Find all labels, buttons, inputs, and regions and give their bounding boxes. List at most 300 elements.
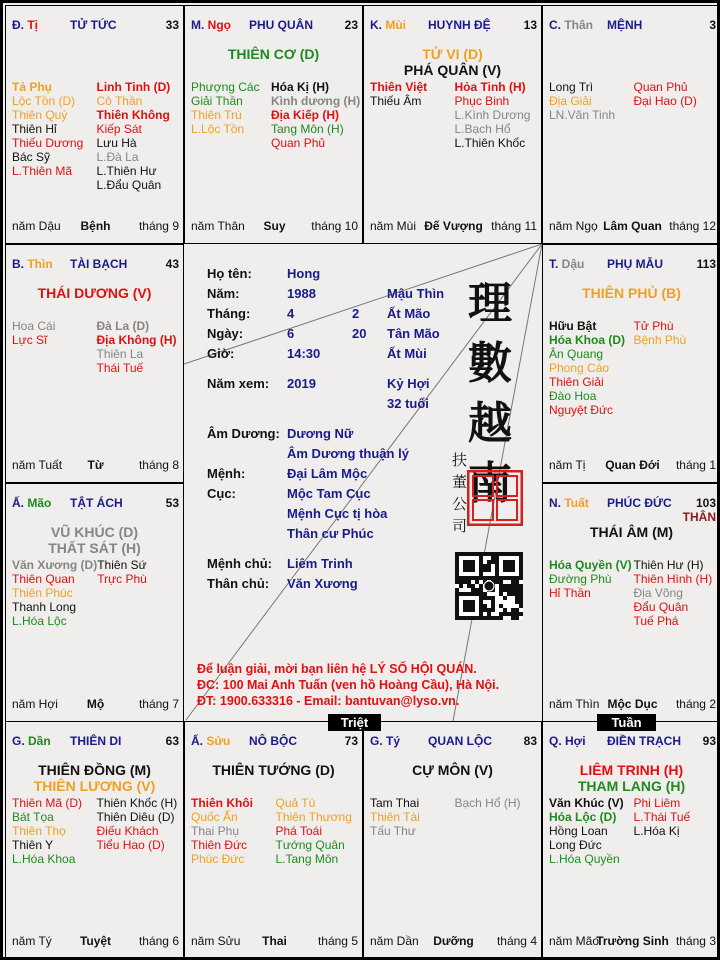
palace-header [12,257,179,273]
star: Thiên Thương [275,810,352,824]
dai-han-number: 13 [523,18,537,32]
am-duong-note: Âm Dương thuận lý [287,446,409,461]
luu-month: tháng 10 [311,219,358,233]
luu-month: tháng 6 [138,934,179,948]
stars-left [191,80,271,150]
palace-header [370,18,537,34]
star: Thiên Mã (D) [12,796,83,810]
stars-left [549,80,634,122]
gio-label: Giờ: [207,346,235,361]
contact-phone-email[interactable]: ĐT: 1900.633316 - Email: bantuvan@lyso.vn. [197,694,460,708]
can-chi [370,734,400,748]
stars-left [549,319,634,417]
luu-nien-year: năm Thân [191,219,245,233]
main-star: THÁI ÂM (M) [589,524,674,540]
ngay-label: Ngày: [207,326,244,341]
star: Kình dương (H) [271,94,361,108]
chi-label: Sửu [206,734,231,748]
cuc-label: Cục: [207,486,236,501]
star: Thiên Quan [12,572,75,586]
luu-month: tháng 9 [138,219,179,233]
palace-header [549,257,716,273]
gio-can-chi: Ất Mùi [387,346,427,361]
star: Thiên Đức [191,838,248,852]
can-chi [549,18,593,32]
palace-footer [12,458,179,472]
star: Tuế Phá [633,614,679,628]
dai-han-number: 33 [165,18,179,32]
luu-nien-year: năm Tuất [12,458,63,472]
chi-label: Hợi [565,734,586,748]
star: L.Kình Dương [454,108,531,122]
ngay-value: 6 [287,326,295,341]
palace-cell-mùi[interactable] [363,5,542,244]
star: L.Thái Tuế [633,810,691,824]
chi-label: Mùi [385,18,407,32]
luu-month: tháng 5 [317,934,358,948]
star: Hóa Lộc (D) [549,810,617,824]
star: Thiên Hỉ [12,122,57,136]
thang-label: Tháng: [207,306,251,321]
star: Thiên Sứ [97,558,147,572]
ho-ten-label: Họ tên: [207,266,252,281]
star: Thiên Hình (H) [633,572,713,586]
luu-nien-year: năm Hợi [12,697,58,711]
am-duong-label: Âm Dương: [207,426,280,441]
main-star: TỬ VI (D) [422,46,483,62]
dai-han-number: 83 [523,734,537,748]
than-chu-label: Thân chủ: [207,576,270,591]
palace-footer [370,219,537,233]
truong-sinh-stage: Tuyệt [79,934,112,948]
palace-footer [549,219,716,233]
minor-stars [370,80,539,150]
chi-label: Tị [27,18,39,32]
minor-stars [12,319,181,375]
star: Hoa Cái [12,319,56,333]
palace-footer [12,934,179,948]
star: Nguyệt Đức [549,403,614,417]
minor-stars [191,796,360,866]
tuoi: 32 tuổi [387,396,429,411]
gio-value: 14:30 [287,346,321,361]
luu-nien-year: năm Dậu [12,219,61,233]
star: Tướng Quân [275,838,345,852]
star: Hỏa Tinh (H) [454,80,526,94]
stars-right [634,80,719,122]
star: Đường Phù [549,572,612,586]
star: Lộc Tồn (D) [12,94,76,108]
star: Phong Cáo [549,361,610,375]
can-chi [12,734,51,748]
stars-left [12,80,97,192]
star: Hóa Khoa (D) [549,333,625,347]
star: Thiên Việt [370,80,428,94]
nam-xem-value: 2019 [287,376,316,391]
luu-nien-year: năm Dần [370,934,419,948]
star: Hồng Loan [549,824,608,838]
star: Thiếu Âm [370,94,422,108]
palace-cell-dần[interactable] [5,721,184,959]
can-label: T. [549,257,562,271]
star: Kiếp Sát [96,122,142,136]
palace-footer [370,934,537,948]
than-cu: Thân cư Phúc [287,526,374,541]
than-marker: THÂN [682,510,716,524]
star: Thiên Thọ [12,824,66,838]
star: Quan Phủ [271,136,326,150]
truong-sinh-stage: Bệnh [80,219,111,233]
star: Thiên La [96,347,144,361]
thang-am: 2 [352,306,360,321]
palace-name: PHÚC ĐỨC [607,496,672,510]
luu-month: tháng 11 [491,219,537,233]
star: Linh Tinh (D) [96,80,171,94]
star: Phúc Đức [191,852,245,866]
menh-chu-label: Mệnh chủ: [207,556,272,571]
star: L.Bạch Hổ [454,122,511,136]
palace-name: NÔ BỘC [249,734,297,748]
truong-sinh-stage: Suy [263,219,286,233]
truong-sinh-stage: Thai [262,934,287,948]
luu-nien-year: năm Ngọ [549,219,598,233]
star: Tử Phù [633,319,674,333]
can-chi [549,496,589,510]
can-label: Q. [549,734,566,748]
thang-value: 4 [287,306,295,321]
nam-xem-label: Năm xem: [207,376,270,391]
can-label: C. [549,18,565,32]
star: Long Trì [549,80,594,94]
palace-footer [12,219,179,233]
can-label: G. [12,734,29,748]
palace-header [12,18,179,34]
main-star: THÁI DƯƠNG (V) [37,285,152,301]
star: L.Hóa Kị [633,824,680,838]
can-chi [370,18,406,32]
palace-cell-dậu[interactable] [542,244,720,483]
palace-cell-tuất[interactable] [542,483,720,722]
star: Thiên Tài [370,810,420,824]
stars-left [191,796,276,866]
chi-label: Ngọ [207,18,231,32]
star: Tấu Thư [370,824,416,838]
luu-nien-year: năm Sửu [191,934,241,948]
chi-label: Tý [386,734,401,748]
minor-stars [549,80,718,122]
luu-nien-year: năm Tị [549,458,586,472]
palace-name: HUYNH ĐỆ [428,18,491,32]
ngay-can-chi: Tân Mão [387,326,440,341]
can-chi [12,496,51,510]
stars-right [97,796,182,866]
palace-cell-hợi[interactable] [542,721,720,959]
star: Thiên Khốc (H) [96,796,178,810]
star: Hỉ Thần [549,586,591,600]
star: L.Tang Môn [275,852,339,866]
can-label: N. [549,496,565,510]
star: Cô Thần [96,94,143,108]
main-star: THIÊN PHỦ (B) [582,285,681,301]
star: L.Thiên Khốc [454,136,526,150]
palace-name: QUAN LỘC [428,734,492,748]
stars-right [97,319,182,375]
luu-month: tháng 12 [669,219,716,233]
star: L.Hóa Lộc [12,614,67,628]
stars-right [634,319,719,417]
luu-month: tháng 1 [675,458,716,472]
star: Thiên Y [12,838,54,852]
star: Long Đức [549,838,602,852]
star: Thiên Trù [191,108,242,122]
star: Quả Tú [275,796,316,810]
palace-name: TỬ TỨC [70,18,117,32]
contact-line-1: Để luận giải, mời bạn liên hệ LÝ SỐ HỘI QUÁN. [197,662,477,676]
main-stars [543,762,720,794]
palace-name: THIÊN DI [70,734,122,748]
palace-cell-thân[interactable] [542,5,720,244]
luu-month: tháng 7 [138,697,179,711]
main-stars [185,46,362,62]
truong-sinh-stage: Trường Sinh [596,934,669,948]
star: L.Lộc Tồn [191,122,245,136]
calligraphy-subtitle: 扶董公司 [452,451,468,535]
star: Địa Kiếp (H) [271,108,340,122]
palace-footer [191,219,358,233]
triet-marker: Triệt [328,714,381,731]
chi-label: Mão [27,496,52,510]
can-label: Đ. [12,18,28,32]
chi-label: Dần [28,734,51,748]
star: Bát Tọa [12,810,54,824]
minor-stars [12,796,181,866]
stars-right [634,558,719,628]
star: Hữu Bật [549,319,597,333]
palace-cell-tị[interactable] [5,5,184,244]
palace-name: ĐIỀN TRẠCH [607,734,681,748]
palace-footer [549,458,716,472]
can-chi [549,734,586,748]
main-stars [543,524,720,540]
star: L.Thiên Mã [12,164,73,178]
palace-cell-sửu[interactable] [184,721,363,959]
can-chi [191,18,231,32]
red-seal-icon [467,470,523,526]
palace-name: MỆNH [607,18,643,32]
thang-can-chi: Ất Mão [387,306,431,321]
star: Thái Tuế [96,361,144,375]
main-stars [6,285,183,301]
main-star: THIÊN CƠ (D) [227,46,320,62]
star: Tiểu Hao (D) [96,838,165,852]
star: Bạch Hổ (H) [454,796,521,810]
luu-month: tháng 8 [138,458,179,472]
palace-name: TẬT ÁCH [70,496,123,510]
chi-label: Dậu [561,257,585,271]
truong-sinh-stage: Mộc Dục [607,697,658,711]
dai-han-number: 63 [165,734,179,748]
star: Đào Hoa [549,389,597,403]
star: Thiên Không [96,108,170,122]
menh-label: Mệnh: [207,466,246,481]
can-label: B. [12,257,28,271]
palace-footer [191,934,358,948]
main-star: VŨ KHÚC (D) [50,524,139,540]
star: Tả Phụ [12,80,53,94]
palace-cell-thìn[interactable] [5,244,184,483]
stars-left [549,796,634,866]
star: Lưu Hà [96,136,137,150]
star: Thiên Quý [12,108,68,122]
dai-han-number: 3 [709,18,716,32]
star: Tang Môn (H) [271,122,344,136]
truong-sinh-stage: Lâm Quan [603,219,662,233]
luu-month: tháng 3 [675,934,716,948]
palace-cell-tý[interactable] [363,721,542,959]
luu-nien-year: năm Tý [12,934,52,948]
star: Phượng Các [191,80,260,94]
dai-han-number: 23 [344,18,358,32]
stars-left [12,558,97,628]
star: Quan Phủ [633,80,688,94]
chi-label: Tuất [564,496,589,510]
star: Bác Sỹ [12,150,51,164]
can-label: K. [370,18,386,32]
stars-right [276,796,361,866]
main-star: THAM LANG (H) [577,778,686,794]
star: Thanh Long [12,600,77,614]
palace-cell-mão[interactable] [5,483,184,722]
main-star: THIÊN LƯƠNG (V) [33,778,156,794]
palace-header [549,734,716,750]
minor-stars [549,319,718,417]
star: L.Hóa Khoa [12,852,76,866]
star: Thiên Hư (H) [633,558,704,572]
minor-stars [12,558,181,628]
minor-stars [191,80,360,150]
palace-header [370,734,537,750]
star: Thiên Giải [549,375,604,389]
palace-footer [549,697,716,711]
chi-label: Thân [564,18,594,32]
luu-nien-year: năm Thìn [549,697,600,711]
star: Ân Quang [549,347,604,361]
stars-right [634,796,719,866]
stars-right [97,80,182,192]
palace-name: PHỤ MẪU [607,257,663,271]
star: Quốc Ấn [191,810,238,824]
palace-name: TÀI BẠCH [70,257,128,271]
main-star: THIÊN TƯỚNG (D) [212,762,335,778]
palace-header [191,18,358,34]
star: L.Đẩu Quân [96,178,162,192]
star: Thiên Diêu (D) [96,810,175,824]
cuc-note: Mệnh Cục tị hòa [287,506,388,521]
truong-sinh-stage: Đế Vượng [424,219,483,233]
minor-stars [370,796,539,838]
star: Trực Phù [97,572,147,586]
stars-right [455,796,540,838]
palace-footer [12,697,179,711]
nam-value: 1988 [287,286,316,301]
menh-chu-value: Liêm Trinh [287,556,353,571]
nam-label: Năm: [207,286,240,301]
stars-left [370,796,455,838]
can-label: Ấ. [12,496,28,510]
dai-han-number: 53 [165,496,179,510]
palace-cell-ngọ[interactable] [184,5,363,244]
main-star: PHÁ QUÂN (V) [403,62,502,78]
main-stars [364,762,541,778]
star: Điếu Khách [96,824,159,838]
stars-left [12,319,97,375]
star: Phục Binh [454,94,510,108]
minor-stars [549,796,718,866]
star: Phá Toái [275,824,322,838]
can-chi [12,257,53,271]
am-duong-value: Dương Nữ [287,426,354,441]
main-stars [6,524,183,556]
main-star: THẤT SÁT (H) [48,540,141,556]
tuan-marker: Tuần [597,714,656,731]
dai-han-number: 113 [696,257,716,271]
star: Hóa Quyền (V) [549,558,632,572]
palace-header [12,734,179,750]
nam-can-chi: Mậu Thìn [387,286,445,301]
truong-sinh-stage: Mộ [86,697,105,711]
ho-ten-value: Hong [287,266,321,281]
star: Thiếu Dương [12,136,84,150]
star: Bệnh Phù [633,333,687,347]
than-chu-value: Văn Xương [287,576,358,591]
chi-label: Thìn [27,257,53,271]
stars-right [97,558,181,628]
calligraphy-logo: 理數越南 [468,278,512,509]
star: Văn Xương (D) [12,558,98,572]
can-chi [191,734,230,748]
luu-month: tháng 2 [675,697,716,711]
palace-header [549,18,716,34]
star: Hóa Kị (H) [271,80,329,94]
star: Thai Phụ [191,824,240,838]
stars-left [549,558,634,628]
truong-sinh-stage: Quan Đới [605,458,660,472]
truong-sinh-stage: Từ [87,458,104,472]
luu-nien-year: năm Mão [549,934,600,948]
stars-left [370,80,455,150]
star: LN.Văn Tinh [549,108,616,122]
star: Phi Liêm [633,796,681,810]
palace-header [191,734,358,750]
can-chi [549,257,584,271]
star: L.Đà La [96,150,139,164]
dai-han-number: 103 [695,496,716,510]
star: Thiên Phúc [12,586,73,600]
menh-value: Đại Lâm Mộc [287,466,368,481]
qr-code-icon[interactable] [455,552,523,620]
star: Đà La (D) [96,319,150,333]
main-star: LIÊM TRINH (H) [579,762,684,778]
star: Lực Sĩ [12,333,48,347]
stars-left [12,796,97,866]
dai-han-number: 93 [702,734,716,748]
contact-address: ĐC: 100 Mai Anh Tuấn (ven hồ Hoàng Cầu), Hà Nội. [197,678,500,692]
stars-right [271,80,360,150]
minor-stars [549,558,718,628]
main-stars [6,762,183,794]
palace-header [12,496,179,512]
can-label: Ấ. [191,734,207,748]
